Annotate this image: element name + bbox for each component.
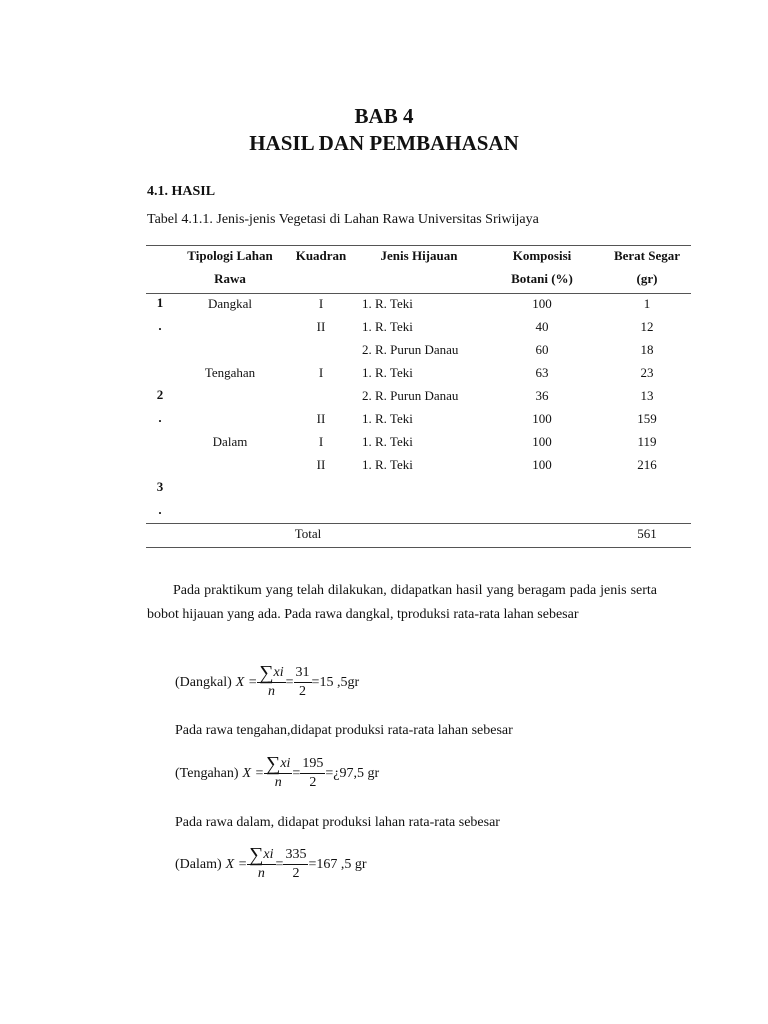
cell-berat: 23	[640, 365, 654, 380]
equation-result: =¿97,5 gr	[325, 765, 380, 781]
cell-tipologi: Dangkal	[207, 296, 253, 311]
header-tipologi-1: Tipologi Lahan	[187, 248, 273, 263]
equals-sign: =	[275, 856, 284, 872]
row-number: 2	[156, 387, 164, 402]
equation-label: (Dangkal)	[175, 674, 232, 690]
denominator: 2	[309, 775, 317, 791]
row-number: .	[158, 318, 162, 333]
cell-komposisi: 60	[535, 342, 549, 357]
cell-jenis: 1. R. Teki	[362, 296, 413, 311]
cell-jenis: 1. R. Teki	[362, 434, 413, 449]
equals-sign: =	[292, 765, 301, 781]
cell-jenis: 1. R. Teki	[362, 365, 413, 380]
numerator: 195	[300, 755, 325, 774]
cell-kuadran: II	[316, 411, 326, 426]
cell-jenis: 1. R. Teki	[362, 411, 413, 426]
cell-komposisi: 63	[535, 365, 549, 380]
section-heading: 4.1. HASIL	[147, 184, 216, 199]
numerator: 31	[294, 664, 312, 683]
cell-berat: 18	[640, 342, 654, 357]
row-number: .	[158, 502, 162, 517]
equation-result: =167 ,5 gr	[308, 856, 367, 872]
equation-lhs: X =	[235, 674, 258, 690]
text-dalam: Pada rawa dalam, didapat produksi lahan rata-rata sebesar	[175, 815, 500, 830]
equation-lhs: X =	[242, 765, 265, 781]
equation-fraction-sum	[257, 664, 285, 701]
cell-berat: 1	[643, 296, 651, 311]
chapter-title: HASIL DAN PEMBAHASAN	[249, 131, 519, 155]
cell-tipologi: Tengahan	[204, 365, 256, 380]
cell-kuadran: I	[318, 296, 324, 311]
cell-kuadran: I	[318, 365, 324, 380]
cell-berat: 216	[637, 457, 657, 472]
cell-berat: 119	[637, 434, 657, 449]
equation-fraction-sum	[264, 755, 292, 792]
n-term: n	[257, 866, 265, 882]
numerator: 335	[283, 846, 308, 865]
equation-tengahan	[175, 755, 379, 792]
cell-komposisi: 40	[535, 319, 549, 334]
paragraph-text: Pada praktikum yang telah dilakukan, didapatkan hasil yang beragam pada jenis serta bobot hijauan yang ada. Pada rawa dangkal, tproduksi rata-rata lahan sebesar	[147, 583, 657, 622]
cell-jenis: 2. R. Purun Danau	[362, 388, 459, 403]
sigma-symbol: ∑	[259, 662, 274, 684]
table-caption: Tabel 4.1.1. Jenis-jenis Vegetasi di Lahan Rawa Universitas Sriwijaya	[147, 212, 539, 227]
equation-fraction-sum	[247, 846, 275, 883]
equation-label: (Tengahan)	[175, 765, 239, 781]
cell-kuadran: I	[318, 434, 324, 449]
cell-berat: 13	[640, 388, 654, 403]
cell-komposisi: 100	[532, 457, 552, 472]
table-total-rule	[146, 523, 691, 524]
cell-komposisi: 36	[535, 388, 549, 403]
body-paragraph	[147, 579, 657, 627]
equation-dalam	[175, 846, 367, 883]
denominator: 2	[292, 866, 300, 882]
equation-result: =15 ,5gr	[311, 674, 360, 690]
equation-label: (Dalam)	[175, 856, 222, 872]
header-berat-1: Berat Segar	[613, 248, 681, 263]
total-label: Total	[294, 526, 322, 541]
xi-term: xi	[280, 756, 291, 772]
chapter-number: BAB 4	[354, 104, 414, 128]
cell-kuadran: II	[316, 319, 326, 334]
cell-kuadran: II	[316, 457, 326, 472]
header-komposisi-1: Komposisi	[512, 248, 572, 263]
equation-dangkal	[175, 664, 359, 701]
header-tipologi-2: Rawa	[214, 271, 246, 286]
sigma-symbol: ∑	[266, 753, 281, 775]
n-term: n	[267, 684, 275, 700]
table-top-rule	[146, 245, 691, 246]
cell-komposisi: 100	[532, 411, 552, 426]
cell-komposisi: 100	[532, 296, 552, 311]
row-number: 3	[156, 479, 164, 494]
equation-fraction-value	[300, 755, 325, 792]
equation-fraction-value	[294, 664, 312, 701]
table-header-rule	[146, 293, 691, 294]
cell-berat: 12	[640, 319, 654, 334]
cell-jenis: 2. R. Purun Danau	[362, 342, 459, 357]
sigma-symbol: ∑	[249, 844, 264, 866]
cell-jenis: 1. R. Teki	[362, 457, 413, 472]
equals-sign: =	[285, 674, 294, 690]
cell-komposisi: 100	[532, 434, 552, 449]
equation-lhs: X =	[225, 856, 248, 872]
equation-fraction-value	[283, 846, 308, 883]
header-berat-2: (gr)	[636, 271, 658, 286]
header-kuadran: Kuadran	[295, 248, 347, 263]
row-number: .	[158, 410, 162, 425]
row-number: 1	[156, 295, 164, 310]
header-jenis: Jenis Hijauan	[380, 248, 458, 263]
xi-term: xi	[273, 665, 284, 681]
xi-term: xi	[263, 847, 274, 863]
header-komposisi-2: Botani (%)	[511, 271, 573, 286]
total-value: 561	[637, 526, 657, 541]
cell-berat: 159	[637, 411, 657, 426]
denominator: 2	[299, 684, 307, 700]
table-bottom-rule	[146, 547, 691, 548]
n-term: n	[274, 775, 282, 791]
cell-jenis: 1. R. Teki	[362, 319, 413, 334]
cell-tipologi: Dalam	[212, 434, 248, 449]
text-tengahan: Pada rawa tengahan,didapat produksi rata-rata lahan sebesar	[175, 723, 513, 738]
